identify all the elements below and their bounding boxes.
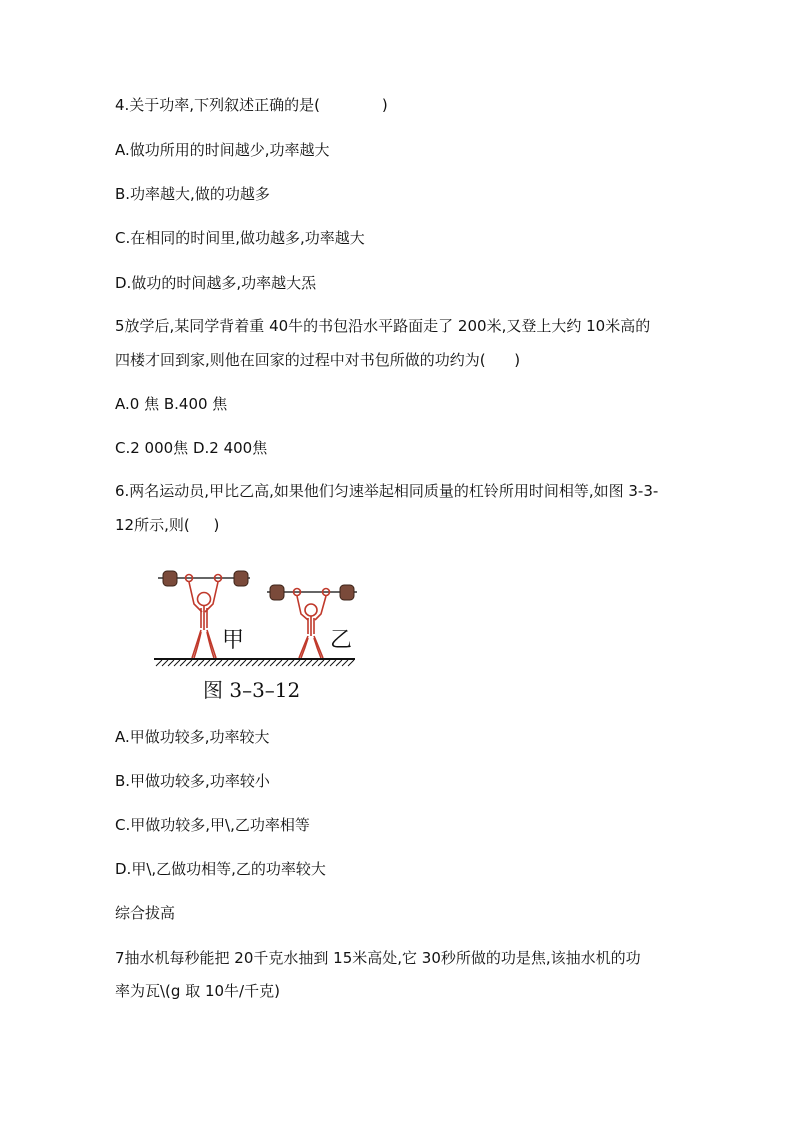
q4-option-b: B.功率越大,做的功越多 [115, 185, 270, 203]
q5-options-line1: A.0 焦 B.400 焦 [115, 395, 228, 413]
q7-stem-line1: 7抽水机每秒能把 20千克水抽到 15米高处,它 30秒所做的功是焦,该抽水机的功 [115, 949, 641, 967]
ground-line [154, 659, 355, 666]
barbell-plate-right-jia [234, 571, 248, 586]
lifter-body-yi [294, 589, 330, 659]
section-title: 综合拔高 [115, 904, 176, 922]
q6-option-d: D.甲\,乙做功相等,乙的功率较大 [115, 860, 326, 878]
figure-label-jia: 甲 [222, 628, 245, 653]
lifter-body-jia [186, 575, 222, 659]
q5-stem-line1: 5放学后,某同学背着重 40牛的书包沿水平路面走了 200米,又登上大约 10米高的 [115, 317, 651, 335]
barbell-plate-left-yi [270, 585, 284, 600]
q4-option-c: C.在相同的时间里,做功越多,功率越大 [115, 229, 365, 247]
q4-stem: 4.关于功率,下列叙述正确的是( ) [115, 96, 388, 114]
q6-stem-line2: 12所示,则( ) [115, 516, 220, 534]
barbell-plate-right-yi [340, 585, 354, 600]
q6-option-a: A.甲做功较多,功率较大 [115, 728, 270, 746]
weightlifter-figure [150, 562, 365, 678]
q4-option-d: D.做功的时间越多,功率越大炁 [115, 274, 317, 292]
q6-option-c: C.甲做功较多,甲\,乙功率相等 [115, 816, 310, 834]
figure-caption: 图 3–3–12 [203, 678, 301, 702]
lifter-jia [158, 571, 250, 658]
q7-stem-line2: 率为瓦\(g 取 10牛/千克) [115, 982, 280, 1000]
q5-stem-line2: 四楼才回到家,则他在回家的过程中对书包所做的功约为( ) [115, 351, 521, 369]
q5-options-line2: C.2 000焦 D.2 400焦 [115, 439, 268, 457]
q6-stem-line1: 6.两名运动员,甲比乙高,如果他们匀速举起相同质量的杠铃所用时间相等,如图 3-3- [115, 482, 659, 500]
weightlifter-figure-svg [150, 562, 365, 674]
q4-option-a: A.做功所用的时间越少,功率越大 [115, 141, 330, 159]
lifter-yi [267, 585, 357, 658]
q6-option-b: B.甲做功较多,功率较小 [115, 772, 270, 790]
figure-label-yi: 乙 [330, 628, 353, 653]
barbell-plate-left-jia [163, 571, 177, 586]
